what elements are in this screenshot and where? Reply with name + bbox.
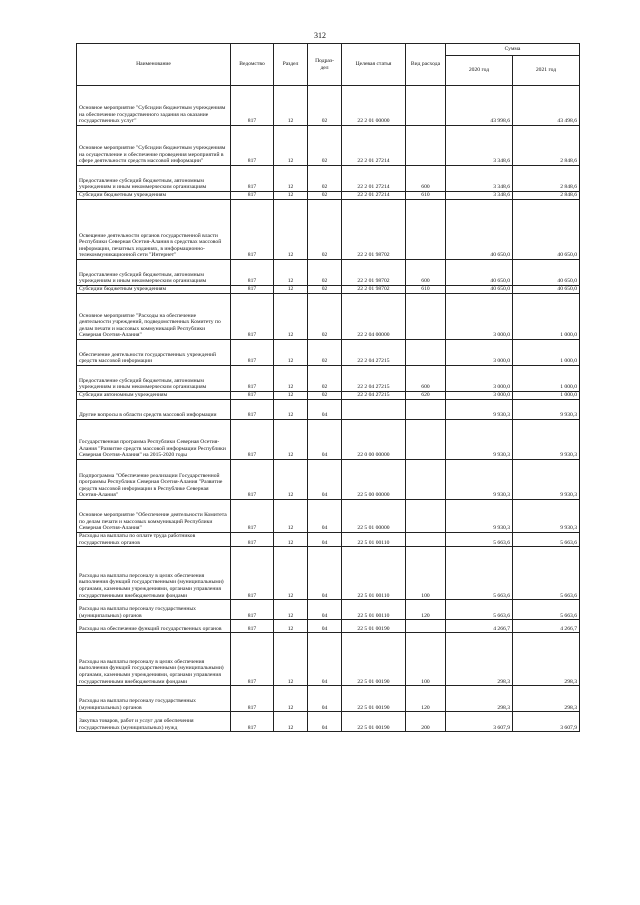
header-ministry: Ведомство: [231, 44, 274, 86]
row-name: Расходы на выплаты персоналу в целях обеспечения выполнения функций государственными (муниципальными) органами, казенными учреждениями, органами управления государственными внебюджетными фондами: [77, 547, 231, 600]
row-expense-type: [406, 500, 446, 533]
row-ministry: 817: [231, 126, 274, 166]
row-amount-2021: 40 650,0: [513, 200, 580, 260]
row-subsection: 02: [308, 166, 342, 192]
table-row: [77, 420, 580, 460]
row-subsection: 02: [308, 340, 342, 366]
row-amount-2021: 2 848,6: [513, 192, 580, 200]
table-body: [77, 86, 580, 732]
row-expense-type: 200: [406, 712, 446, 732]
row-amount-2021: 1 000,0: [513, 340, 580, 366]
table-row: [77, 533, 580, 547]
table-row: [77, 392, 580, 400]
row-target: 22 0 00 00000: [342, 420, 406, 460]
row-target: 22 2 01 27214: [342, 192, 406, 200]
row-ministry: 817: [231, 633, 274, 686]
row-ministry: 817: [231, 340, 274, 366]
row-amount-2020: 3 348,6: [446, 126, 513, 166]
row-expense-type: [406, 400, 446, 420]
table-row: [77, 460, 580, 500]
row-subsection: 02: [308, 192, 342, 200]
row-target: 22 5 01 00190: [342, 686, 406, 712]
row-expense-type: 620: [406, 392, 446, 400]
table-row: [77, 547, 580, 600]
row-name: Основное мероприятие "Обеспечение деятельности Комитета по делам печати и массовых коммуникаций Республики Северная Осетия-Алания": [77, 500, 231, 533]
row-target: 22 5 01 00190: [342, 620, 406, 633]
row-target: [342, 400, 406, 420]
row-amount-2020: 9 930,3: [446, 460, 513, 500]
row-subsection: 04: [308, 533, 342, 547]
row-section: 12: [274, 192, 308, 200]
row-ministry: 817: [231, 620, 274, 633]
row-expense-type: [406, 126, 446, 166]
row-name: Освещение деятельности органов государственной власти Республики Северная Осетия-Алания в средствах массовой информации, печатных изданиях, в информационно-телекоммуникационной сети "Интернет": [77, 200, 231, 260]
row-ministry: 817: [231, 286, 274, 294]
row-amount-2021: 2 848,6: [513, 166, 580, 192]
table-row: [77, 686, 580, 712]
budget-table: [76, 43, 580, 732]
header-target: Целевая статья: [342, 44, 406, 86]
row-amount-2021: 40 650,0: [513, 286, 580, 294]
row-subsection: 04: [308, 500, 342, 533]
row-name: Субсидии бюджетным учреждениям: [77, 192, 231, 200]
row-name: Предоставление субсидий бюджетным, автономным учреждениям и иным некоммерческим организациям: [77, 260, 231, 286]
row-target: 22 5 01 00000: [342, 500, 406, 533]
row-subsection: 04: [308, 460, 342, 500]
row-section: 12: [274, 686, 308, 712]
row-expense-type: [406, 620, 446, 633]
table-row: [77, 340, 580, 366]
row-ministry: 817: [231, 500, 274, 533]
row-target: 22 2 01 98702: [342, 200, 406, 260]
row-amount-2021: 2 848,6: [513, 126, 580, 166]
row-amount-2021: 9 930,3: [513, 400, 580, 420]
row-amount-2020: 9 930,3: [446, 400, 513, 420]
row-section: 12: [274, 420, 308, 460]
row-amount-2020: 5 663,6: [446, 600, 513, 620]
row-section: 12: [274, 86, 308, 126]
row-section: 12: [274, 392, 308, 400]
row-ministry: 817: [231, 420, 274, 460]
row-subsection: 04: [308, 600, 342, 620]
row-target: 22 5 01 00190: [342, 712, 406, 732]
table-row: [77, 600, 580, 620]
row-amount-2021: 5 663,6: [513, 533, 580, 547]
row-target: 22 5 01 00110: [342, 533, 406, 547]
table-row: [77, 192, 580, 200]
row-subsection: 02: [308, 200, 342, 260]
row-amount-2020: 5 663,6: [446, 533, 513, 547]
row-section: 12: [274, 500, 308, 533]
row-section: 12: [274, 633, 308, 686]
row-target: 22 5 01 00110: [342, 547, 406, 600]
row-subsection: 04: [308, 547, 342, 600]
row-target: 22 2 04 27215: [342, 392, 406, 400]
row-target: 22 2 04 27215: [342, 340, 406, 366]
row-name: Расходы на выплаты по оплате труда работников государственных органов: [77, 533, 231, 547]
row-expense-type: [406, 86, 446, 126]
row-amount-2020: 298,3: [446, 686, 513, 712]
header-year-2021: 2021 год: [513, 56, 580, 86]
table-row: [77, 294, 580, 340]
row-subsection: 02: [308, 366, 342, 392]
row-expense-type: 610: [406, 192, 446, 200]
row-subsection: 02: [308, 294, 342, 340]
row-target: 22 2 04 27215: [342, 366, 406, 392]
table-row: [77, 260, 580, 286]
row-expense-type: 600: [406, 366, 446, 392]
row-section: 12: [274, 366, 308, 392]
row-section: 12: [274, 340, 308, 366]
row-section: 12: [274, 286, 308, 294]
row-section: 12: [274, 294, 308, 340]
row-amount-2021: 1 000,0: [513, 392, 580, 400]
row-name: Расходы на обеспечение функций государственных органов: [77, 620, 231, 633]
row-section: 12: [274, 200, 308, 260]
table-row: [77, 286, 580, 294]
row-section: 12: [274, 460, 308, 500]
row-target: 22 2 01 27214: [342, 126, 406, 166]
row-target: 22 2 01 27214: [342, 166, 406, 192]
row-expense-type: [406, 460, 446, 500]
row-ministry: 817: [231, 600, 274, 620]
row-amount-2021: 1 000,0: [513, 294, 580, 340]
row-name: Другие вопросы в области средств массовой информации: [77, 400, 231, 420]
row-target: 22 5 01 00190: [342, 633, 406, 686]
row-amount-2021: 5 663,6: [513, 547, 580, 600]
row-expense-type: 120: [406, 686, 446, 712]
header-expense-type: Вид расхода: [406, 44, 446, 86]
row-amount-2020: 9 930,3: [446, 420, 513, 460]
row-subsection: 02: [308, 392, 342, 400]
row-amount-2020: 3 348,6: [446, 166, 513, 192]
row-section: 12: [274, 547, 308, 600]
row-subsection: 02: [308, 260, 342, 286]
table-row: [77, 712, 580, 732]
row-subsection: 04: [308, 633, 342, 686]
row-section: 12: [274, 533, 308, 547]
row-name: Расходы на выплаты персоналу государственных (муниципальных) органов: [77, 686, 231, 712]
row-name: Расходы на выплаты персоналу государственных (муниципальных) органов: [77, 600, 231, 620]
row-ministry: 817: [231, 400, 274, 420]
row-expense-type: 100: [406, 547, 446, 600]
row-name: Предоставление субсидий бюджетным, автономным учреждениям и иным некоммерческим организациям: [77, 366, 231, 392]
row-expense-type: [406, 533, 446, 547]
table-row: [77, 166, 580, 192]
row-ministry: 817: [231, 686, 274, 712]
row-ministry: 817: [231, 86, 274, 126]
row-expense-type: 120: [406, 600, 446, 620]
row-amount-2021: 298,3: [513, 686, 580, 712]
row-amount-2020: 9 930,3: [446, 500, 513, 533]
row-name: Основное мероприятие "Субсидии бюджетным учреждениям на осуществление и обеспечение проведения мероприятий в сфере деятельности средств массовой информации": [77, 126, 231, 166]
table-row: [77, 86, 580, 126]
row-section: 12: [274, 620, 308, 633]
row-amount-2020: 3 000,0: [446, 294, 513, 340]
row-amount-2021: 5 663,6: [513, 600, 580, 620]
row-name: Субсидии автономным учреждениям: [77, 392, 231, 400]
row-ministry: 817: [231, 460, 274, 500]
row-subsection: 02: [308, 86, 342, 126]
row-ministry: 817: [231, 166, 274, 192]
row-section: 12: [274, 166, 308, 192]
row-name: Обеспечение деятельности государственных учреждений средств массовой информации: [77, 340, 231, 366]
row-ministry: 817: [231, 533, 274, 547]
row-ministry: 817: [231, 200, 274, 260]
table-row: [77, 400, 580, 420]
row-amount-2020: 40 650,0: [446, 200, 513, 260]
row-target: 22 5 01 00110: [342, 600, 406, 620]
row-name: Государственная программа Республики Северная Осетия-Алания "Развитие средств массовой информации Республики Северная Осетия-Алания" на 2015-2020 годы: [77, 420, 231, 460]
row-amount-2021: 40 650,0: [513, 260, 580, 286]
row-amount-2020: 4 266,7: [446, 620, 513, 633]
row-amount-2020: 298,3: [446, 633, 513, 686]
row-subsection: 04: [308, 712, 342, 732]
header-year-2020: 2020 год: [446, 56, 513, 86]
table-row: [77, 633, 580, 686]
page-number: 312: [314, 31, 326, 40]
row-target: 22 2 04 00000: [342, 294, 406, 340]
row-section: 12: [274, 260, 308, 286]
row-ministry: 817: [231, 366, 274, 392]
table-row: [77, 126, 580, 166]
table-row: [77, 366, 580, 392]
row-target: 22 2 01 98702: [342, 260, 406, 286]
row-ministry: 817: [231, 192, 274, 200]
header-sum: Сумма: [446, 44, 580, 56]
row-name: Закупка товаров, работ и услуг для обеспечения государственных (муниципальных) нужд: [77, 712, 231, 732]
row-ministry: 817: [231, 392, 274, 400]
row-amount-2021: 3 607,9: [513, 712, 580, 732]
row-amount-2020: 3 000,0: [446, 366, 513, 392]
row-section: 12: [274, 400, 308, 420]
row-amount-2020: 40 650,0: [446, 286, 513, 294]
header-section: Раздел: [274, 44, 308, 86]
header-subsection: Подраз- дел: [308, 44, 342, 86]
row-amount-2020: 40 650,0: [446, 260, 513, 286]
row-expense-type: 100: [406, 633, 446, 686]
row-amount-2020: 3 000,0: [446, 340, 513, 366]
row-target: 22 2 01 00000: [342, 86, 406, 126]
row-amount-2021: 43 498,6: [513, 86, 580, 126]
row-amount-2021: 4 266,7: [513, 620, 580, 633]
row-subsection: 04: [308, 620, 342, 633]
row-name: Подпрограмма "Обеспечение реализации Государственной программы Республики Северная Осетия-Алания "Развитие средств массовой информации в Республике Северная Осетия-Алания": [77, 460, 231, 500]
row-target: 22 2 01 98702: [342, 286, 406, 294]
header-name: Наименование: [77, 44, 231, 86]
row-subsection: 04: [308, 686, 342, 712]
row-name: Субсидии бюджетным учреждениям: [77, 286, 231, 294]
table-row: [77, 200, 580, 260]
row-subsection: 02: [308, 286, 342, 294]
row-expense-type: [406, 294, 446, 340]
row-ministry: 817: [231, 294, 274, 340]
row-name: Расходы на выплаты персоналу в целях обеспечения выполнения функций государственными (муниципальными) органами, казенными учреждениями, органами управления государственными внебюджетными фондами: [77, 633, 231, 686]
row-section: 12: [274, 712, 308, 732]
row-amount-2021: 9 930,3: [513, 460, 580, 500]
row-section: 12: [274, 600, 308, 620]
row-amount-2021: 9 930,3: [513, 420, 580, 460]
row-name: Основное мероприятие "Субсидии бюджетным учреждениям на обеспечение государственного задания на оказание государственных услуг": [77, 86, 231, 126]
row-subsection: 04: [308, 420, 342, 460]
row-expense-type: [406, 200, 446, 260]
row-section: 12: [274, 126, 308, 166]
row-amount-2021: 298,3: [513, 633, 580, 686]
table-header: [77, 44, 580, 86]
row-ministry: 817: [231, 712, 274, 732]
row-amount-2020: 5 663,6: [446, 547, 513, 600]
row-amount-2020: 3 000,0: [446, 392, 513, 400]
row-target: 22 5 00 00000: [342, 460, 406, 500]
row-expense-type: 600: [406, 166, 446, 192]
row-name: Основное мероприятие "Расходы на обеспечение деятельности учреждений, подведомственных Комитету по делам печати и массовых коммуникаций Республики Северная Осетия-Алания": [77, 294, 231, 340]
row-ministry: 817: [231, 260, 274, 286]
row-amount-2021: 9 930,3: [513, 500, 580, 533]
row-subsection: 04: [308, 400, 342, 420]
row-amount-2020: 43 998,6: [446, 86, 513, 126]
row-amount-2021: 1 000,0: [513, 366, 580, 392]
row-expense-type: 610: [406, 286, 446, 294]
table-row: [77, 620, 580, 633]
row-expense-type: [406, 340, 446, 366]
row-expense-type: 600: [406, 260, 446, 286]
row-name: Предоставление субсидий бюджетным, автономным учреждениям и иным некоммерческим организациям: [77, 166, 231, 192]
row-expense-type: [406, 420, 446, 460]
row-amount-2020: 3 348,6: [446, 192, 513, 200]
row-ministry: 817: [231, 547, 274, 600]
row-subsection: 02: [308, 126, 342, 166]
row-amount-2020: 3 607,9: [446, 712, 513, 732]
table-row: [77, 500, 580, 533]
